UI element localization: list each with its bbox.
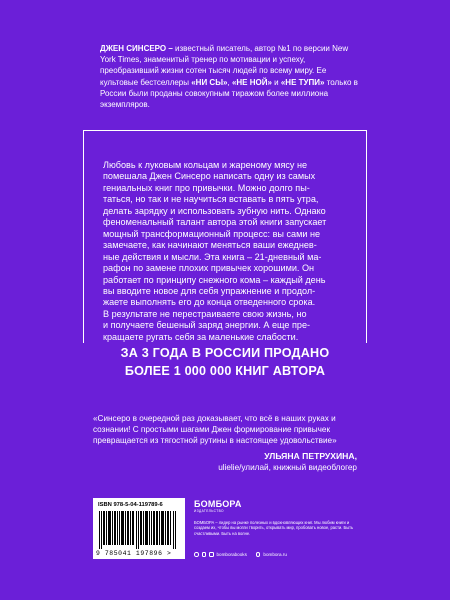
description-line: делать зарядку и использовать зубную нить. Однако [103,205,326,216]
social-icon [209,552,214,557]
description-line: феноменальный талант автора этой книги запускает [103,217,327,228]
social-icon [202,552,207,557]
bio-and: и [271,77,281,87]
publisher-website: bombora.ru [263,552,287,557]
author-bio [100,43,360,110]
reviewer-name: УЛЬЯНА ПЕТРУХИНА, [264,451,357,461]
author-name: ДЖЕН СИНСЕРО [100,44,167,53]
book-title-3: «НЕ ТУПИ» [280,77,325,87]
description-line: вы вводите новое для себя упражнение и продол- [103,285,316,296]
barcode-icon [99,511,179,549]
sales-banner [83,343,367,388]
description-line: В результате не перестраиваете свою жизнь, но [103,308,307,319]
description-line: рафон по замене плохих привычек хорошими. Он [103,263,315,274]
bio-text-2: только в России были проданы совокупным тиражом более миллиона экземпляров. [100,77,358,110]
description-line: ные действия и мысли. Эта книга – 21-дневный ма- [103,251,322,262]
sales-line-2: БОЛЕЕ 1 000 000 КНИГ АВТОРА [124,363,326,378]
description-line: жаете выполнять его до конца отведенного срока. [103,297,316,308]
publisher-social [194,552,287,557]
description-line: гениальных книг про привычки. Можно долго пы- [103,182,310,193]
description-line: мощный трансформационный процесс: вы сами не [103,228,321,239]
description-line: помешала Джен Синсеро написать одну из самых [103,171,316,182]
bio-dash: – [166,44,176,53]
web-icon [256,552,261,557]
sales-line-1: ЗА 3 ГОДА В РОССИИ ПРОДАНО [120,346,330,360]
isbn-barcode-panel [93,498,185,559]
description-line: замечаете, как начинают меняться ваши ежеднев- [103,240,317,251]
bio-comma: , [227,77,232,87]
book-title-2: «НЕ НОЙ» [231,77,272,87]
description-line: и получаете бешеный заряд энергии. А еще пре- [103,320,311,331]
publisher-subtitle: ИЗДАТЕЛЬСТВО [194,509,224,513]
description-line: таться, но так и не научиться вставать в пять утра, [103,194,319,205]
description-line: работает по принципу снежного кома – каждый день [103,274,326,285]
description-line: Любовь к луковым кольцам и жареному мясу не [103,160,308,170]
publisher-logo: БОМБОРА [194,499,242,509]
bio-text-1: известный писатель, автор №1 по версии New York Times, знаменитый тренер по мотивации и успеху, преобразивший жизни сотен тысяч людей по всему миру. Ее культовые бестселлеры [100,44,349,87]
social-icon [194,552,199,557]
isbn-digits: 9 785041 197896 > [96,550,172,557]
isbn-label: ISBN 978-5-04-119789-6 [98,502,163,508]
reviewer-role: ulielie/улилай, книжный видеоблогер [218,463,357,472]
book-title-1: «НИ СЫ» [191,77,228,87]
social-handle: bomborabooks [216,552,247,557]
quote-attribution [127,451,357,473]
main-description [103,160,346,343]
review-quote: «Синсеро в очередной раз доказывает, что всё в наших руках и сознании! С простыми шагами Джен формирование привычек превращается из тягостной рутины в настоящее удовольствие» [93,414,337,445]
publisher-description: БОМБОРА – лидер на рынке полезных и вдохновляющих книг. Мы любим книги и создаем их, чтобы вы могли творить, открывать мир, пробовать новое, расти. Быть счастливыми. Быть на волне. [194,520,354,536]
description-line: кращаете ругать себя за маленькие слабости. [103,331,299,342]
